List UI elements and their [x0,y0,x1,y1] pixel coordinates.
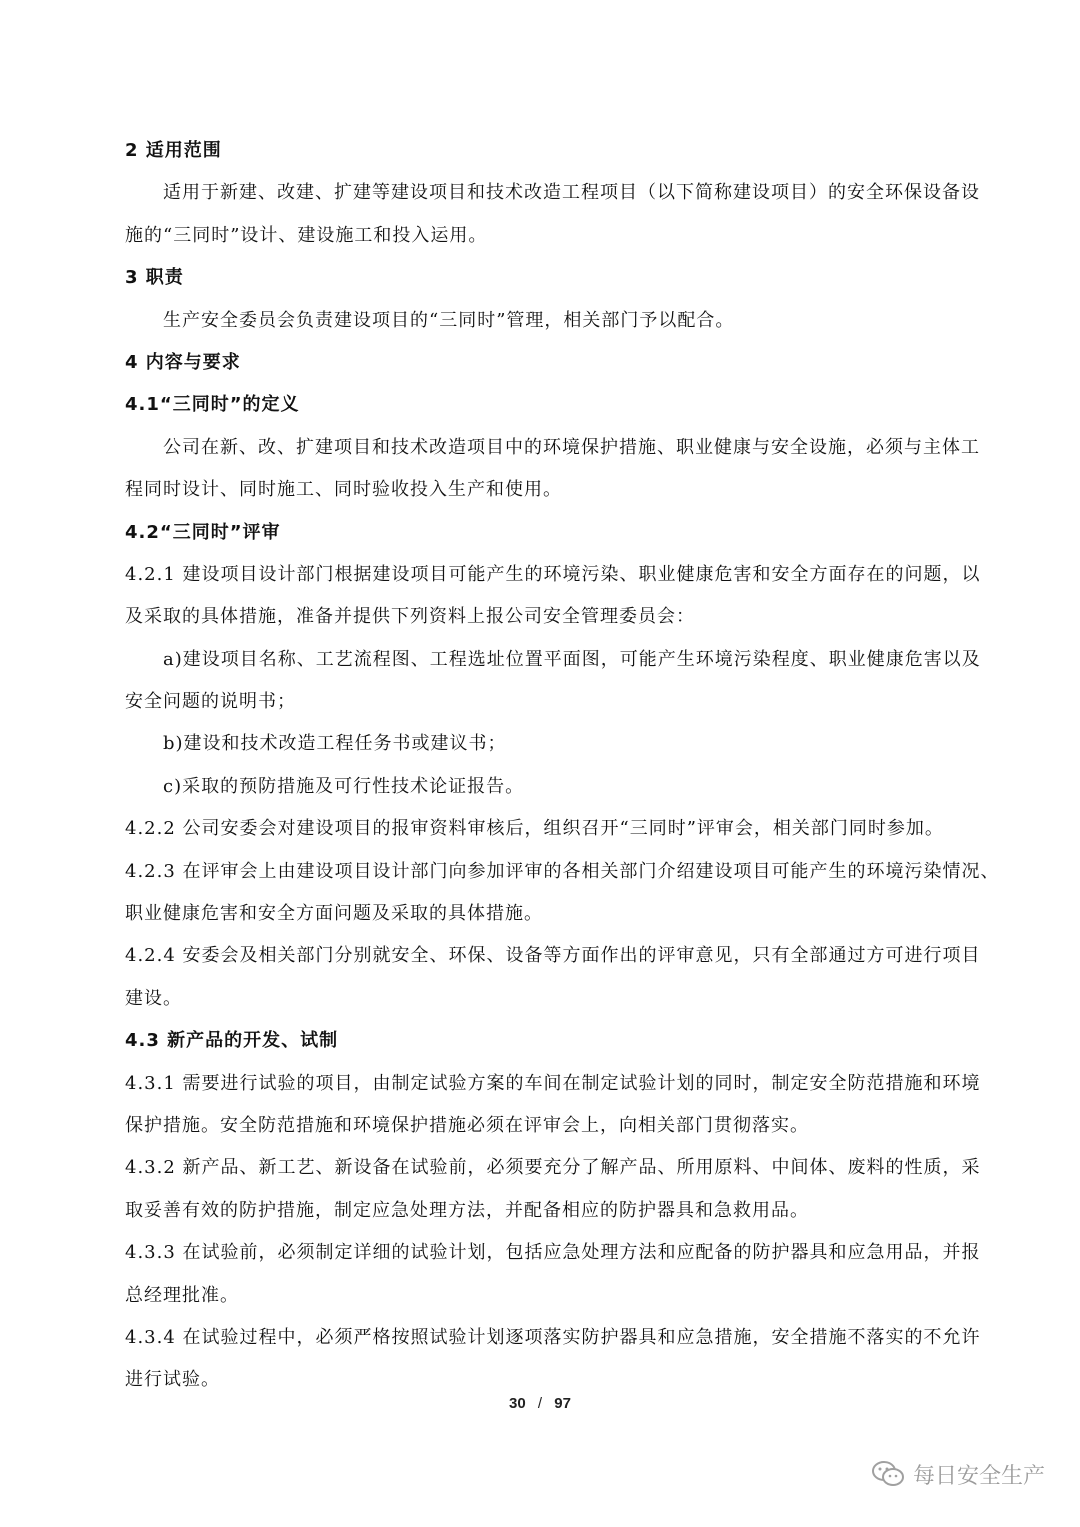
section-heading: 4.2“三同时”评审 [125,521,281,543]
watermark-text: 每日安全生产 [912,1463,1045,1489]
paragraph-line: b)建设和技术改造工程任务书或建议书； [163,733,507,755]
clause-line: 职业健康危害和安全方面问题及采取的具体措施。 [125,903,543,925]
clause-line: 4.2.1 建设项目设计部门根据建设项目可能产生的环境污染、职业健康危害和安全方面存在的问题，以 [125,563,981,585]
paragraph-line: 安全问题的说明书； [125,691,296,713]
clause-line: 及采取的具体措施，准备并提供下列资料上报公司安全管理委员会： [125,606,695,628]
paragraph-line: c)采取的预防措施及可行性技术论证报告。 [163,775,525,797]
section-heading: 4 内容与要求 [125,351,241,373]
clause-line: 4.3.4 在试验过程中，必须严格按照试验计划逐项落实防护器具和应急措施，安全措施不落实的不允许 [125,1326,981,1348]
clause-line: 进行试验。 [125,1369,220,1391]
clause-line: 总经理批准。 [125,1284,239,1306]
clause-line: 4.3.2 新产品、新工艺、新设备在试验前，必须要充分了解产品、所用原料、中间体、废料的性质，采 [125,1157,981,1179]
clause-line: 4.3.3 在试验前，必须制定详细的试验计划，包括应急处理方法和应配备的防护器具和应急用品，并报 [125,1242,981,1264]
paragraph-line: 生产安全委员会负责建设项目的“三同时”管理，相关部门予以配合。 [163,309,735,331]
paragraph-line: 公司在新、改、扩建项目和技术改造项目中的环境保护措施、职业健康与安全设施，必须与主体工 [163,436,980,458]
section-heading: 4.1“三同时”的定义 [125,394,300,416]
section-heading: 4.3 新产品的开发、试制 [125,1030,339,1052]
clause-line: 建设。 [125,987,182,1009]
watermark [871,1458,1045,1490]
paragraph-line: 程同时设计、同时施工、同时验收投入生产和使用。 [125,479,562,501]
wechat-icon [871,1460,905,1488]
current-page: 30 [509,1395,526,1412]
clause-line: 4.2.3 在评审会上由建设项目设计部门向参加评审的各相关部门介绍建设项目可能产生的环境污染情况、 [125,860,1000,882]
paragraph-line: 施的“三同时”设计、建设施工和投入运用。 [125,224,488,246]
total-pages: 97 [554,1395,571,1412]
clause-line: 保护措施。安全防范措施和环境保护措施必须在评审会上，向相关部门贯彻落实。 [125,1114,809,1136]
clause-line: 4.2.4 安委会及相关部门分别就安全、环保、设备等方面作出的评审意见，只有全部通过方可进行项目 [125,945,981,967]
paragraph-line: 适用于新建、改建、扩建等建设项目和技术改造工程项目（以下简称建设项目）的安全环保设备设 [163,182,980,204]
clause-line: 4.3.1 需要进行试验的项目，由制定试验方案的车间在制定试验计划的同时，制定安全防范措施和环境 [125,1072,981,1094]
clause-line: 取妥善有效的防护措施，制定应急处理方法，并配备相应的防护器具和急救用品。 [125,1199,809,1221]
page-number: 30 / 97 [509,1395,571,1412]
document-body [125,130,1000,1402]
paragraph-line: a)建设项目名称、工艺流程图、工程选址位置平面图，可能产生环境污染程度、职业健康危害以及 [163,648,981,670]
section-heading: 3 职责 [125,267,184,289]
clause-line: 4.2.2 公司安委会对建设项目的报审资料审核后，组织召开“三同时”评审会，相关部门同时参加。 [125,818,944,840]
section-heading: 2 适用范围 [125,140,222,161]
